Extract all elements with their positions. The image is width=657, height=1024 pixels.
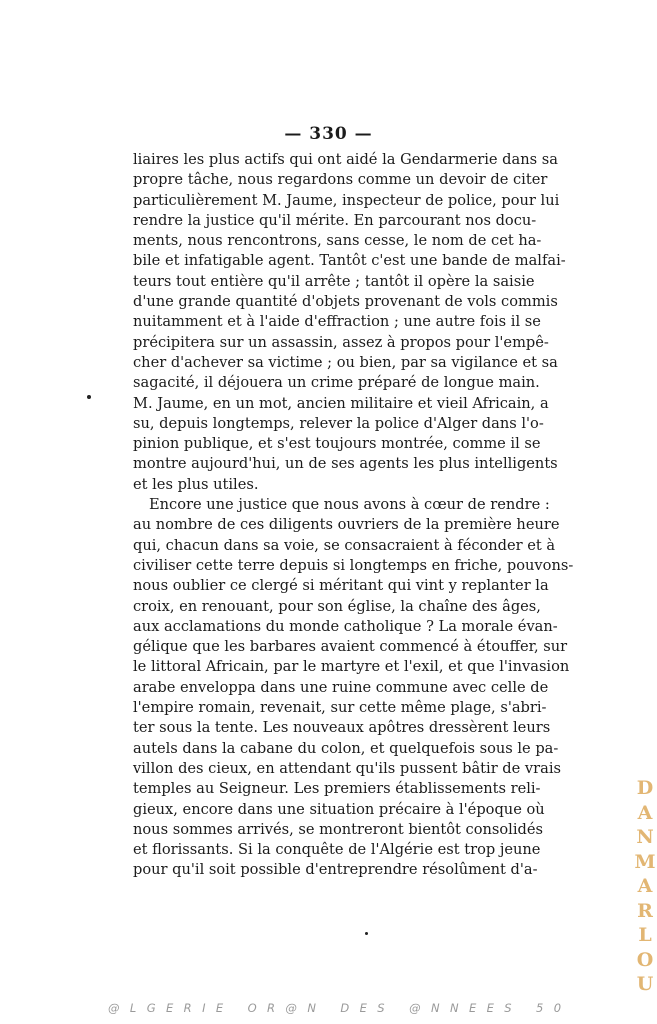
paragraph-end-line: et les plus utiles. [133,475,259,493]
text-line: ter sous la tente. Les nouveaux apôtres dressèrent leurs [133,719,551,737]
text-line: teurs tout entière qu'il arrête ; tantôt il opère la saisie [133,272,535,290]
text-line: propre tâche, nous regardons comme un devoir de citer [133,171,548,189]
text-line: pour qu'il soit possible d'entreprendre résolûment d'a- [133,861,538,879]
watermark-letter: L [638,924,652,946]
text-line: nuitamment et à l'aide d'effraction ; une autre fois il se [133,313,541,331]
text-line: M. Jaume, en un mot, ancien militaire et vieil Africain, a [133,394,549,412]
watermark-letter: O [636,948,654,971]
text-line: sagacité, il déjouera un crime préparé de longue main. [133,374,540,392]
text-line: et florissants. Si la conquête de l'Algérie est trop jeune [133,841,541,859]
watermark-letter: U [636,973,654,995]
watermark [633,776,657,997]
text-line: gieux, encore dans une situation précaire à l'époque où [133,800,545,818]
text-line: au nombre de ces diligents ouvriers de la première heure [133,516,560,534]
watermark-letter: A [637,875,653,897]
text-line: su, depuis longtemps, relever la police d'Alger dans l'o- [133,414,544,432]
text-line: l'empire romain, revenait, sur cette même plage, s'abri- [133,699,547,717]
paragraph-start-line: Encore une justice que nous avons à cœur de rendre : [149,496,550,514]
text-line: croix, en renouant, pour son église, la chaîne des âges, [133,597,541,615]
ink-speck [365,932,368,935]
text-line: cher d'achever sa victime ; ou bien, par sa vigilance et sa [133,353,558,371]
text-line: précipitera sur un assassin, assez à propos pour l'empê- [133,333,549,351]
text-line: pinion publique, et s'est toujours montrée, comme il se [133,435,541,453]
text-line: gélique que les barbares avaient commencé à étouffer, sur [133,638,568,656]
watermark-letter: A [637,801,653,824]
text-line: autels dans la cabane du colon, et quelquefois sous le pa- [133,739,559,757]
page-number: — 330 — [284,124,373,144]
ink-speck [87,395,91,399]
footer-credit: @LGERIE OR@N DES @NNEES 50 [108,1001,572,1015]
text-line: d'une grande quantité d'objets provenant de vols commis [133,293,558,311]
text-line: ments, nous rencontrons, sans cesse, le nom de cet ha- [133,232,542,250]
text-line: bile et infatigable agent. Tantôt c'est une bande de malfai- [133,252,566,270]
text-line: aux acclamations du monde catholique ? La morale évan- [133,617,558,635]
text-line: temples au Seigneur. Les premiers établissements reli- [133,780,541,798]
text-line: qui, chacun dans sa voie, se consacraient à féconder et à [133,536,556,554]
text-line: civiliser cette terre depuis si longtemps en friche, pouvons- [133,556,574,574]
watermark-letter: N [636,826,654,848]
text-line: particulièrement M. Jaume, inspecteur de police, pour lui [133,191,560,209]
text-line: le littoral Africain, par le martyre et l'exil, et que l'invasion [133,658,570,676]
text-line: liaires les plus actifs qui ont aidé la Gendarmerie dans sa [133,151,558,168]
watermark-letter: R [637,899,653,922]
text-line: arabe enveloppa dans une ruine commune avec celle de [133,678,549,696]
text-line: villon des cieux, en attendant qu'ils pussent bâtir de vrais [133,759,562,777]
text-line: nous sommes arrivés, se montreront bientôt consolidés [133,820,543,838]
text-line: rendre la justice qu'il mérite. En parcourant nos docu- [133,211,537,229]
watermark-letter: M [634,850,656,873]
text-line: nous oublier ce clergé si méritant qui vint y replanter la [133,577,549,595]
body-text [133,150,574,881]
watermark-letter: D [636,777,654,799]
text-line: montre aujourd'hui, un de ses agents les plus intelligents [133,455,558,473]
